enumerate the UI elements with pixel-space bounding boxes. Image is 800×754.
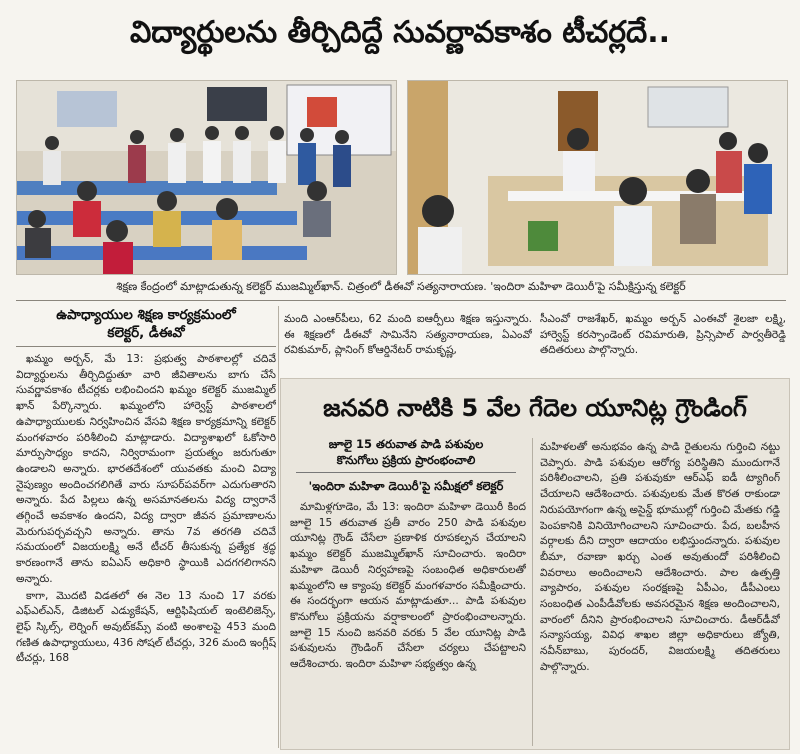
story1-paragraph: కాగా, మొదటి విడతలో ఈ నెల 13 నుంచి 17 వరకు ఎఫ్ఎల్ఎన్, డిజిటల్ ఎడ్యుకేషన్, ఆర్టిఫిషియల్ ఇంటెలిజెన్స్, లైఫ్ స్కిల్స్, లెర్నింగ్ అవుట్‌కమ్స్ వంటి అంశాలపై 453 మంది గణిత ఉపాధ్యాయులు, 436 సోషల్ టీచర్లు, 326 మంది ఇంగ్లీష్ టీచర్లు, 168 (16, 589, 276, 665)
story2-column-2 (540, 440, 780, 746)
story1-heading-line1: ఉపాధ్యాయుల శిక్షణ కార్యక్రమంలో (56, 307, 236, 323)
story2-deck (286, 436, 526, 468)
story1-paragraph: ఖమ్మం అర్బన్, మే 13: ప్రభుత్వ పాఠశాలల్లో చదివే విద్యార్థులను తీర్చిదిద్దుతూ వారి జీవితాలను బాగు చేసే సువర్ణావకాశం టీచర్లకు లభించిందని ఖమ్మం కలెక్టర్ ముజమ్మిల్ ఖాన్ పేర్కొన్నారు. ఖమ్మంలోని హార్వెస్ట్ పాఠశాలలో ఉపాధ్యాయులకు నిర్వహించిన వేసవి శిక్షణ కార్యక్రమాన్ని కలెక్టర్ మంగళవారం పరిశీలించి మాట్లాడారు. విద్యాశాఖలో ఓకోసారి మార్పుసాధ్యం కాదని, నిర్విరామంగా ప్రయత్నం జరుగుతూ ఉండాలని అన్నారు. భారతదేశంలో యువతకు మంచి విద్యా నైపుణ్యం అందించగలిగితే వారు సూపర్‌పవర్‌గా ఎదుగుతారని అన్నారు. పేద పిల్లలు ఉన్న అసమానతలను విద్య ద్వారానే తగ్గించే అవకాశం ఉందని, విద్య ద్వారా జీవన ప్రమాణాలను మెరుగుపర్చవచ్చని అన్నారు. తాను 7వ తరగతి చదివే సమయంలో విజయలక్ష్మి అనే టీచర్ తీసుకున్న ప్రత్యేక శ్రద్ధ కారణంగానే తాను ఐఏఎస్ అధికారి స్థాయికి ఎదగగలిగానని అన్నారు. (16, 353, 276, 585)
story2-paragraph: మహిళలతో అనుభవం ఉన్న పాడి రైతులను గుర్తించి నట్టు చెప్పారు. పాడి పశువుల ఆరోగ్య పరిస్థితిని ముందుగానే పరిశీలించాలని, ప్రతి పశువుకూ ఆర్‌ఎఫ్ ఐడీ ట్యాగింగ్ చేయాలని ఆదేశించారు. పశువులకు మేత కొరత రాకుండా నిరుపయోగంగా ఉన్న అసైన్డ్ భూముల్లో గుర్తించి మేతకు గడ్డి పెంపకానికి వినియోగించాలని సూచించారు. పేద, బలహీన వర్గాలకు దీని ద్వారా ఆదాయం లభిస్తుందన్నారు. పశువుల బీమా, రవాణా ఖర్చు ఎంత అవుతుందో పరిశీలించి వివరాలు అందించాలని ఆదేశించారు. పాల ఉత్పత్తి వ్యాపారం, పశువుల సంరక్షణపై ఏపీఎం, డీపీఎంలు సంబంధిత ఎంపీడీవోలకు అవసరమైన శిక్షణ అందించాలని, వారంలో దీనిని ప్రారంభించాలని సూచించారు. డీఆర్‌డీవో సన్యాసయ్య, వివిధ శాఖల జిల్లా అధికారులు జ్యోతి, నవీన్‌బాబు, పురందర్, విజయలక్ష్మి తదితరులు పాల్గొన్నారు. (540, 441, 780, 673)
story2-paragraph: మామిళ్లగూడెం, మే 13: ఇందిరా మహిళా డెయిరీ కింద జూలై 15 తరువాత ప్రతీ వారం 250 పాడి పశువుల యూనిట్ల గ్రౌండ్ చేసేలా ప్రణాళిక రూపకల్పన చేయాలని ఖమ్మం కలెక్టర్ ముజమ్మిల్‌ఖాన్ సూచించారు. ఇందిరా మహిళా డెయిరీ నిర్వహణపై సంబంధిత అధికారులతో ఖమ్మంలోని ఆ క్యాంపు కలెక్టర్ మంగళవారం సమీక్షించారు. ఈ సందర్భంగా ఆయన మాట్లాడుతూ... పాడి పశువుల కొనుగోలు ప్రక్రియను వర్షాకాలంలో ప్రారంభించాలన్నారు. జూలై 15 నుంచి జనవరి వరకు 5 వేల యూనిట్ల పాడి పశువులను గ్రౌండింగ్ చేసేలా చర్యలు చేపట్టాలని ఆదేశించారు. ఇందిరా మహిళా సభ్యత్వం ఉన్న (290, 501, 526, 671)
story2-deck-line2: కొనుగోలు ప్రక్రియ ప్రారంభంచాలి (336, 453, 476, 467)
story1-heading-rule (16, 346, 276, 347)
story1-column-3 (540, 312, 786, 372)
caption-divider (16, 300, 786, 301)
photo-caption: శిక్షణ కేంద్రంలో మాట్లాడుతున్న కలెక్టర్ ముజమ్మిల్‌ఖాన్. చిత్రంలో డీఈవో సత్యనారాయణ. 'ఇందిరా మహిళా డెయిరీ'పై సమీక్షిస్తున్న కలెక్టర్ (116, 280, 686, 293)
story2-deck-divider (296, 472, 516, 473)
story2-column-1 (290, 500, 526, 746)
photo-training-session (16, 80, 397, 275)
story1-column-1 (16, 352, 276, 748)
story2-column-separator (532, 438, 533, 746)
story1-paragraph: మంది ఎంఆర్‌పీలు, 62 మంది ఐఆర్పీలు శిక్షణ ఇస్తున్నారు. ఈ శిక్షణలో డీఈవో సామినేని సత్యనారాయణ, ఏఎంవో రవికుమార్, ప్లానింగ్ కోఆర్డినేటర్ రామకృష్ణ, (284, 313, 532, 357)
classroom-photo-illustration (17, 81, 396, 274)
page-headline: విద్యార్థులను తీర్చిదిద్దే సువర్ణావకాశం టీచర్లదే.. (129, 15, 671, 50)
column-separator (278, 306, 279, 748)
meeting-photo-illustration (408, 81, 787, 274)
story2-deck-line1: జూలై 15 తరువాత పాడి పశువుల (328, 437, 484, 451)
story2-headline: జనవరి నాటికి 5 వేల గేదెల యూనిట్ల గ్రౌండింగ్ (323, 394, 747, 422)
story1-heading (16, 306, 276, 342)
story1-paragraph: సీఎంవో రాజశేఖర్, ఖమ్మం అర్బన్ ఎంఈవో శైలజా లక్ష్మి, హార్వెస్ట్ కరస్పాండెంట్ రవిమారుతి, ప్రిన్సిపాల్ పార్వతీరెడ్డి తదితరులు పాల్గొన్నారు. (540, 313, 786, 357)
photo-dairy-review (407, 80, 788, 275)
story1-column-2 (284, 312, 532, 372)
story2-deck-sub: 'ఇందిరా మహిళా డెయిరీ'పై సమీక్షలో కలెక్టర్ (308, 479, 504, 493)
story1-heading-line2: కలెక్టర్, డీఈవో (107, 325, 185, 341)
